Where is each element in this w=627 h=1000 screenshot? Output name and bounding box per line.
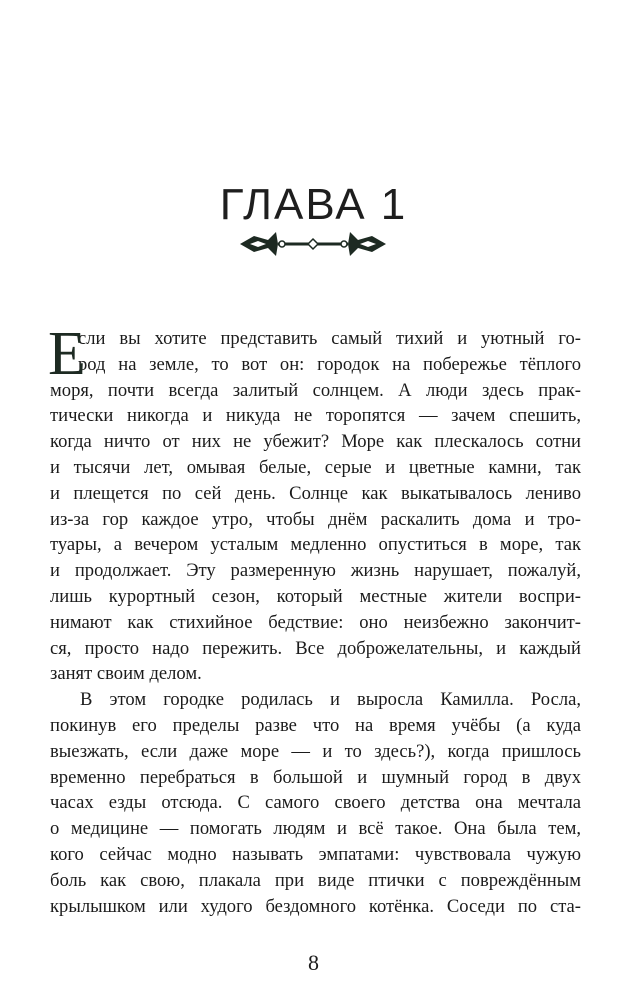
- ornament-divider-icon: [238, 230, 388, 258]
- text-line: нимают как стихийное бедствие: оно неизбежно закончит-: [50, 611, 581, 633]
- text-line: и продолжает. Эту размеренную жизнь нарушает, пожалуй,: [50, 560, 581, 582]
- text-line: тически никогда и никуда не торопятся — зачем спешить,: [50, 405, 581, 427]
- text-line: лишь курортный сезон, который местные жители воспри-: [50, 585, 581, 607]
- chapter-title: ГЛАВА 1: [219, 180, 408, 229]
- body-text: [48, 320, 581, 919]
- text-line: крылышком или худого бездомного котёнка. Соседи по ста-: [50, 895, 581, 917]
- text-line: и тысячи лет, омывая белые, серые и цветные камни, так: [50, 456, 581, 478]
- text-line: о медицине — помогать людям и всё такое. Она была тем,: [50, 818, 581, 840]
- text-line: В этом городке родилась и выросла Камилла. Росла,: [80, 689, 581, 711]
- text-line: кого сейчас модно называть эмпатами: чувствовала чужую: [50, 843, 581, 865]
- text-line: и плещется по сей день. Солнце как выкатывалось лениво: [50, 482, 581, 504]
- text-line: занят своим делом.: [50, 663, 202, 685]
- text-line: род на земле, то вот он: городок на побережье тёплого: [78, 353, 581, 375]
- text-line: покинув его пределы разве что на время учёбы (а куда: [50, 714, 581, 736]
- text-line: ся, просто надо пережить. Все доброжелательны, и каждый: [50, 637, 581, 659]
- text-line: моря, почти всегда залитый солнцем. А люди здесь прак-: [50, 379, 581, 401]
- text-line: из-за гор каждое утро, чтобы днём раскалить дома и тро-: [50, 508, 581, 530]
- text-line: временно перебраться в большой и шумный город в двух: [50, 766, 581, 788]
- text-line: выезжать, если даже море — и то здесь?), когда пришлось: [50, 740, 581, 762]
- drop-cap: Е: [48, 320, 86, 388]
- text-line: когда ничто от них не убежит? Море как плескалось сотни: [50, 431, 581, 453]
- page-number: 8: [308, 950, 319, 975]
- text-line: сли вы хотите представить самый тихий и уютный го-: [78, 328, 581, 349]
- text-line: туары, а вечером усталым медленно опуститься в море, так: [50, 534, 581, 556]
- text-line: боль как свою, плакала при виде птички с повреждённым: [50, 869, 581, 891]
- text-line: часах езды отсюда. С самого своего детства она мечтала: [50, 792, 581, 814]
